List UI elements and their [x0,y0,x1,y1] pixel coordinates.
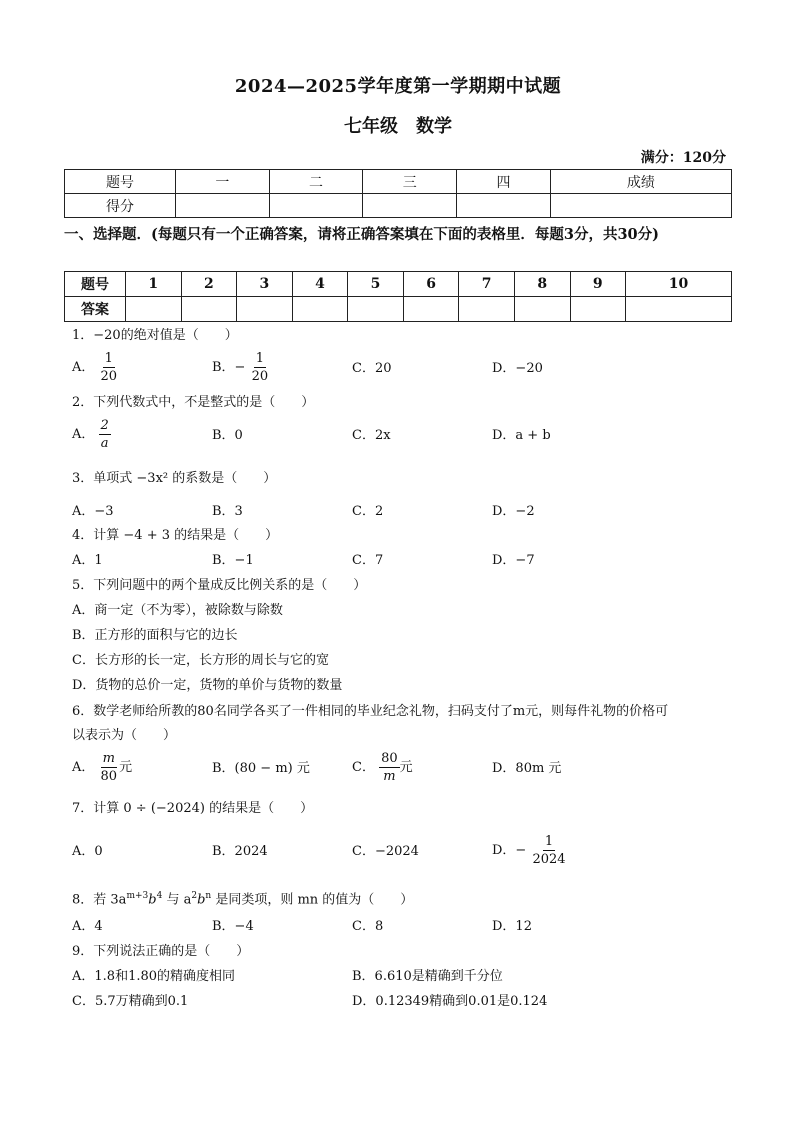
option-b[interactable]: B．2024 [212,844,268,859]
score-cell[interactable] [176,194,270,218]
stem-part: b [197,892,206,908]
answer-header-cell: 4 [292,272,348,297]
score-table-header-row [65,170,732,194]
answer-table [64,271,732,322]
answer-cell[interactable] [514,297,570,322]
fraction [99,417,111,452]
score-header-cell: 题号 [65,170,176,194]
score-header-cell: 三 [363,170,457,194]
score-header-cell: 一 [176,170,270,194]
answer-header-cell: 9 [570,272,626,297]
fraction-denominator: 2024 [532,852,566,867]
exponent: 4 [156,891,163,901]
option-b[interactable]: B．−1 [212,553,254,568]
fraction-numerator: 1 [255,351,264,366]
full-score: 满分：120分 [640,150,726,166]
answer-cell[interactable] [181,297,237,322]
stem-part: b [148,892,157,908]
fraction [99,750,120,785]
fraction-numerator: m [102,751,115,766]
option-c[interactable]: C．−2024 [352,844,419,859]
answer-header-cell: 6 [403,272,459,297]
option-b[interactable]: B．6.610是精确到千分位 [352,969,503,984]
fraction-denominator: 80 [100,769,118,784]
option-label: B．− [212,360,246,375]
answer-header-cell: 8 [514,272,570,297]
option-d[interactable]: D．−2 [492,504,535,519]
option-a[interactable]: A．4 [72,919,103,934]
fraction-denominator: m [383,769,396,784]
answer-header-cell: 7 [459,272,515,297]
fraction-numerator: 2 [100,418,109,433]
option-b[interactable]: B．(80 − m) 元 [212,761,310,776]
fraction-denominator: 20 [100,369,118,384]
option-c[interactable]: C．7 [352,553,384,568]
option-a[interactable]: A．商一定（不为零），被除数与除数 [72,603,283,618]
answer-header-cell: 题号 [65,272,126,297]
fraction [99,350,120,385]
option-d[interactable]: D．−7 [492,553,535,568]
answer-cell[interactable] [626,297,732,322]
option-d[interactable]: D．a + b [492,428,551,443]
score-table-row [65,194,732,218]
question-stem: 7．计算 0 ÷ (−2024) 的结果是（ ） [72,801,314,816]
option-label: A． [72,760,95,775]
score-cell[interactable] [269,194,363,218]
option-a[interactable]: A．0 [72,844,103,859]
answer-header-cell: 10 [626,272,732,297]
option-d[interactable]: D．货物的总价一定，货物的单价与货物的数量 [72,678,343,693]
exponent: 2 [191,891,198,901]
answer-cell[interactable] [570,297,626,322]
option-b[interactable]: B．正方形的面积与它的边长 [72,628,238,643]
exam-title: 2024—2025学年度第一学期期中试题 [234,76,562,97]
option-c[interactable]: C．5.7万精确到0.1 [72,994,189,1009]
option-b[interactable]: B．3 [212,504,243,519]
answer-cell[interactable] [459,297,515,322]
option-label: D．− [492,843,527,858]
option-c[interactable]: C．2x [352,428,391,443]
answer-header-cell: 5 [348,272,404,297]
stem-part: 是同类项，则 mn 的值为（ ） [211,892,414,908]
question-stem: 5．下列问题中的两个量成反比例关系的是（ ） [72,578,367,593]
score-row-label: 得分 [65,194,176,218]
answer-cell[interactable] [292,297,348,322]
question-stem: 6．数学老师给所教的80名同学各买了一件相同的毕业纪念礼物，扫码支付了m元，则每件礼物的价格可 [72,704,669,719]
option-label: A． [72,427,95,442]
fraction [250,350,271,385]
score-header-cell: 二 [269,170,363,194]
option-label: C． [352,760,375,775]
fraction-denominator: 20 [251,369,269,384]
question-stem: 9．下列说法正确的是（ ） [72,944,250,959]
answer-cell[interactable] [126,297,182,322]
option-d[interactable]: D．−20 [492,361,543,376]
fraction-numerator: 80 [381,751,398,766]
exam-subtitle: 七年级 数学 [344,116,452,137]
unit-label: 元 [399,760,413,775]
fraction-denominator: a [100,436,109,451]
option-c[interactable]: C．20 [352,361,392,376]
option-d[interactable]: D．0.12349精确到0.01是0.124 [352,994,548,1009]
option-a[interactable]: A．1 [72,553,103,568]
section-one-heading: 一、选择题．(每题只有一个正确答案，请将正确答案填在下面的表格里．每题3分，共30分) [64,226,659,243]
fraction [379,750,400,785]
option-a[interactable]: A．1.8和1.80的精确度相同 [72,969,236,984]
fraction-numerator: 1 [104,351,113,366]
option-c[interactable]: C．8 [352,919,384,934]
option-a[interactable] [72,417,111,452]
option-d[interactable]: D．80m 元 [492,761,562,776]
answer-header-cell: 2 [181,272,237,297]
score-header-cell: 成绩 [550,170,731,194]
stem-part: 8．若 3a [72,892,127,908]
question-stem: 1．−20的绝对值是（ ） [72,328,238,343]
score-cell[interactable] [550,194,731,218]
question-stem: 2．下列代数式中，不是整式的是（ ） [72,395,315,410]
exponent: n [205,891,212,901]
option-c[interactable]: C．2 [352,504,384,519]
score-cell[interactable] [363,194,457,218]
score-table [64,169,732,218]
option-b[interactable]: B．0 [212,428,243,443]
option-a[interactable] [72,750,132,785]
answer-row-label: 答案 [65,297,126,322]
question-stem-continued: 以表示为（ ） [72,728,177,743]
option-d[interactable] [492,833,568,868]
option-c[interactable]: C．长方形的长一定，长方形的周长与它的宽 [72,653,329,668]
option-b[interactable] [212,350,270,385]
question-stem: 3．单项式 −3x² 的系数是（ ） [72,471,277,486]
option-label: A． [72,360,95,375]
question-stem [72,887,413,909]
answer-cell[interactable] [348,297,404,322]
answer-table-row [65,297,732,322]
option-a[interactable]: A．−3 [72,504,114,519]
fraction [530,833,567,868]
option-d[interactable]: D．12 [492,919,532,934]
score-cell[interactable] [457,194,551,218]
question-stem: 4．计算 −4 + 3 的结果是（ ） [72,528,279,543]
option-a[interactable] [72,350,119,385]
fraction-numerator: 1 [544,834,554,849]
option-c[interactable] [352,750,413,785]
score-header-cell: 四 [457,170,551,194]
answer-table-header-row [65,272,732,297]
answer-header-cell: 1 [126,272,182,297]
answer-cell[interactable] [237,297,293,322]
exponent: m+3 [126,891,149,901]
stem-part: 与 a [162,892,192,908]
answer-cell[interactable] [403,297,459,322]
answer-header-cell: 3 [237,272,293,297]
unit-label: 元 [119,760,133,775]
option-b[interactable]: B．−4 [212,919,254,934]
